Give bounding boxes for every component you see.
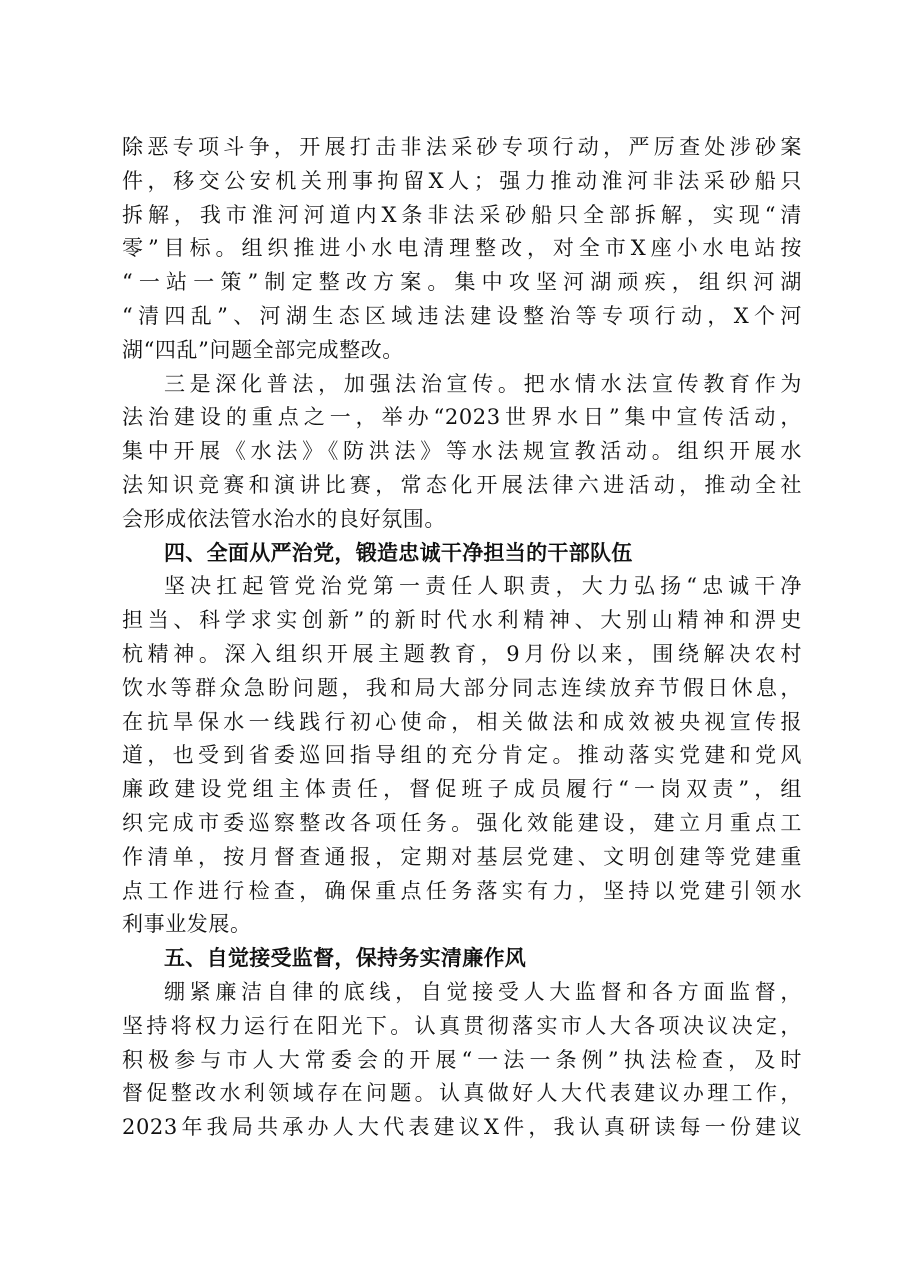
paragraph-line: 饮水等群众急盼问题，我和局大部分同志连续放弃节假日休息， <box>122 675 802 700</box>
paragraph-line: 法治建设的重点之一，举办“2023世界水日”集中宣传活动， <box>122 405 802 430</box>
paragraph-line: 零”目标。组织推进小水电清理整改，对全市X座小水电站按 <box>122 236 802 261</box>
paragraph-line: 集中开展《水法》《防洪法》等水法规宣教活动。组织开展水 <box>122 439 802 464</box>
paragraph-line: 件，移交公安机关刑事拘留X人；强力推动淮河非法采砂船只 <box>122 168 802 193</box>
paragraph-line: 除恶专项斗争，开展打击非法采砂专项行动，严厉查处涉砂案 <box>122 135 802 159</box>
document-body <box>122 131 802 1145</box>
paragraph-line: 作清单，按月督查通报，定期对基层党建、文明创建等党建重 <box>122 844 802 869</box>
paragraph-line: 杭精神。深入组织开展主题教育，9月份以来，围绕解决农村 <box>122 641 802 666</box>
paragraph-line: 坚持将权力运行在阳光下。认真贯彻落实市人大各项决议决定， <box>122 1013 802 1038</box>
paragraph-line: 织完成市委巡察整改各项任务。强化效能建设，建立月重点工 <box>122 810 802 835</box>
paragraph-line: 督促整改水利领域存在问题。认真做好人大代表建议办理工作， <box>122 1081 802 1106</box>
paragraph-line: 廉政建设党组主体责任，督促班子成员履行“一岗双责”，组 <box>122 777 802 802</box>
paragraph-line: “一站一策”制定整改方案。集中攻坚河湖顽疾，组织河湖 <box>122 270 802 295</box>
paragraph-line: 会形成依法管水治水的良好氛围。 <box>122 506 446 531</box>
paragraph-line: 点工作进行检查，确保重点任务落实有力，坚持以党建引领水 <box>122 878 802 903</box>
paragraph-line: 利事业发展。 <box>122 912 252 937</box>
paragraph-line: 绷紧廉洁自律的底线，自觉接受人大监督和各方面监督， <box>164 979 802 1004</box>
paragraph-line: 坚决扛起管党治党第一责任人职责，大力弘扬“忠诚干净 <box>164 574 802 599</box>
paragraph-line: 积极参与市人大常委会的开展“一法一条例”执法检查，及时 <box>122 1047 802 1072</box>
paragraph-line: 法知识竞赛和演讲比赛，常态化开展法律六进活动，推动全社 <box>122 472 802 497</box>
paragraph-line: “清四乱”、河湖生态区域违法建设整治等专项行动，X个河 <box>122 303 802 328</box>
paragraph-line: 在抗旱保水一线践行初心使命，相关做法和成效被央视宣传报 <box>122 709 802 734</box>
section-heading: 五、自觉接受监督，保持务实清廉作风 <box>164 946 527 971</box>
paragraph-line: 拆解，我市淮河河道内X条非法采砂船只全部拆解，实现“清 <box>122 202 802 227</box>
paragraph-line: 道，也受到省委巡回指导组的充分肯定。推动落实党建和党风 <box>122 743 802 768</box>
paragraph-line: 湖“四乱”问题全部完成整改。 <box>122 337 404 362</box>
section-heading: 四、全面从严治党，锻造忠诚干净担当的干部队伍 <box>164 540 633 565</box>
paragraph-line: 担当、科学求实创新”的新时代水利精神、大别山精神和淠史 <box>122 608 802 633</box>
paragraph-line: 三是深化普法，加强法治宣传。把水情水法宣传教育作为 <box>164 371 802 396</box>
paragraph-line: 2023年我局共承办人大代表建议X件，我认真研读每一份建议 <box>122 1115 802 1140</box>
